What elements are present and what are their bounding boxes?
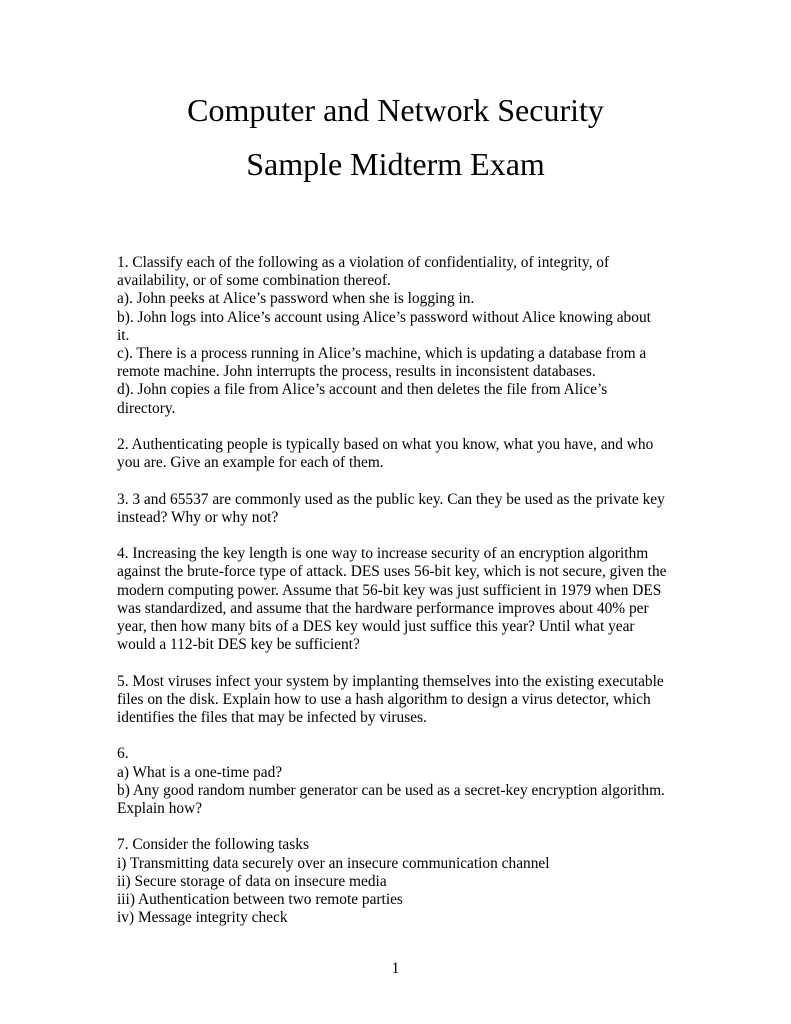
text-line: availability, or of some combination thereof. bbox=[117, 272, 391, 290]
text-line: c). There is a process running in Alice’s machine, which is updating a database from a bbox=[117, 345, 647, 363]
document-subtitle: Sample Midterm Exam bbox=[246, 146, 545, 182]
question-6 bbox=[117, 745, 692, 818]
text-line: would a 112-bit DES key be sufficient? bbox=[117, 636, 360, 654]
text-line: a). John peeks at Alice’s password when she is logging in. bbox=[117, 290, 475, 308]
question-1 bbox=[117, 254, 692, 418]
text-line: b) Any good random number generator can be used as a secret-key encryption algorithm. bbox=[117, 781, 665, 799]
text-line: directory. bbox=[117, 399, 176, 417]
text-line: Explain how? bbox=[117, 800, 203, 818]
text-line: modern computing power. Assume that 56-bit key was just sufficient in 1979 when DES bbox=[117, 581, 662, 599]
text-line: year, then how many bits of a DES key would just suffice this year? Until what year bbox=[117, 618, 635, 636]
text-line: 2. Authenticating people is typically based on what you know, what you have, and who bbox=[117, 436, 654, 454]
text-line: ii) Secure storage of data on insecure media bbox=[117, 872, 387, 890]
text-line: instead? Why or why not? bbox=[117, 508, 279, 526]
page-number: 1 bbox=[391, 960, 400, 977]
text-line: b). John logs into Alice’s account using Alice’s password without Alice knowing about bbox=[117, 308, 651, 326]
text-line: it. bbox=[117, 326, 130, 344]
text-line: identifies the files that may be infected by viruses. bbox=[117, 709, 427, 727]
question-4 bbox=[117, 545, 692, 654]
text-line: was standardized, and assume that the hardware performance improves about 40% per bbox=[117, 599, 649, 617]
document-title: Computer and Network Security bbox=[187, 92, 604, 128]
text-line: 4. Increasing the key length is one way to increase security of an encryption algorithm bbox=[117, 545, 649, 563]
text-line: 6. bbox=[117, 745, 129, 763]
text-line: 3. 3 and 65537 are commonly used as the public key. Can they be used as the private key bbox=[117, 490, 665, 508]
exam-questions bbox=[117, 254, 692, 946]
question-7 bbox=[117, 836, 692, 927]
text-line: i) Transmitting data securely over an insecure communication channel bbox=[117, 854, 550, 872]
question-3 bbox=[117, 491, 692, 527]
text-line: files on the disk. Explain how to use a hash algorithm to design a virus detector, which bbox=[117, 690, 651, 708]
question-5 bbox=[117, 673, 692, 728]
text-line: 1. Classify each of the following as a violation of confidentiality, of integrity, of bbox=[117, 254, 610, 271]
text-line: 5. Most viruses infect your system by implanting themselves into the existing executable bbox=[117, 672, 664, 690]
text-line: remote machine. John interrupts the process, results in inconsistent databases. bbox=[117, 363, 596, 381]
text-line: iii) Authentication between two remote parties bbox=[117, 891, 403, 909]
text-line: against the brute-force type of attack. DES uses 56-bit key, which is not secure, given the bbox=[117, 563, 667, 581]
text-line: a) What is a one-time pad? bbox=[117, 763, 283, 781]
text-line: iv) Message integrity check bbox=[117, 909, 288, 927]
question-2 bbox=[117, 436, 692, 472]
text-line: you are. Give an example for each of them. bbox=[117, 454, 384, 472]
text-line: 7. Consider the following tasks bbox=[117, 836, 309, 854]
text-line: d). John copies a file from Alice’s account and then deletes the file from Alice’s bbox=[117, 381, 608, 399]
